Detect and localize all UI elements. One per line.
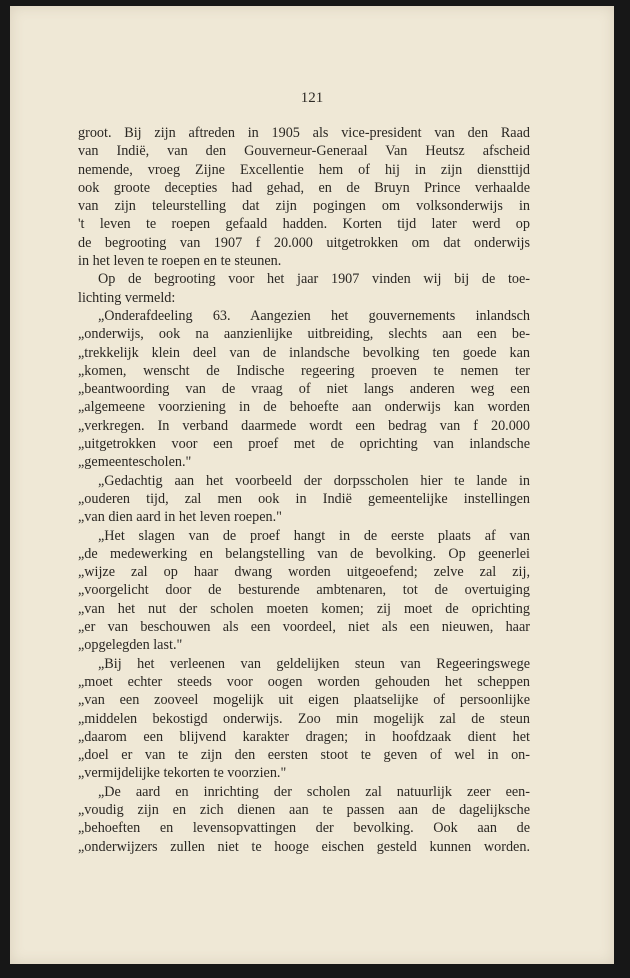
text-line: „voorgelicht door de besturende ambtenaren, tot de overtuiging: [78, 582, 530, 599]
text-line: „van het nut der scholen moeten komen; zij moet de oprichting: [78, 600, 530, 617]
text-line: „voudig zijn en zich dienen aan te passen aan de dagelijksche: [78, 801, 530, 818]
text-line: 't leven te roepen gefaald hadden. Korten tijd later werd op: [78, 216, 530, 233]
text-line: „onderwijs, ook na aanzienlijke uitbreiding, slechts aan een be-: [78, 326, 530, 343]
text-line: nemende, vroeg Zijne Excellentie hem of hij in zijn diensttijd: [78, 161, 530, 178]
text-line: „komen, wenscht de Indische regeering proeven te nemen ter: [78, 362, 530, 379]
text-line: „daarom een blijvend karakter dragen; in hoofdzaak dient het: [78, 728, 530, 745]
text-line: ook groote decepties had gehad, en de Bruyn Prince verhaalde: [78, 179, 530, 196]
text-line: „uitgetrokken voor een proef met de oprichting van inlandsche: [78, 436, 530, 453]
text-line: „vermijdelijke tekorten te voorzien.": [78, 765, 287, 782]
body-text: [78, 124, 530, 856]
text-line: „er van beschouwen als een voordeel, niet als een nieuwen, haar: [78, 619, 530, 636]
text-line: in het leven te roepen en te steunen.: [78, 253, 282, 270]
text-line: „onderwijzers zullen niet te hooge eischen gesteld kunnen worden.: [78, 838, 530, 855]
text-line: „algemeene voorziening in de behoefte aan onderwijs kan worden: [78, 399, 530, 416]
text-line: „gemeentescholen.": [78, 454, 192, 471]
text-line: „Het slagen van de proef hangt in de eerste plaats af van: [98, 527, 530, 544]
text-line: groot. Bij zijn aftreden in 1905 als vice-president van den Raad: [78, 125, 530, 141]
text-line: „beantwoording van de vraag of niet langs anderen weg een: [78, 381, 530, 398]
text-line: „De aard en inrichting der scholen zal natuurlijk zeer een-: [98, 783, 530, 800]
text-line: „moet echter steeds voor oogen worden gehouden het scheppen: [78, 673, 530, 690]
text-line: „behoeften en levensopvattingen der bevolking. Ook aan de: [78, 820, 530, 837]
text-line: „trekkelijk klein deel van de inlandsche bevolking ten goede kan: [78, 344, 530, 361]
text-line: „ouderen tijd, zal men ook in Indië gemeentelijke instellingen: [78, 490, 530, 507]
text-line: „Gedachtig aan het voorbeeld der dorpsscholen hier te lande in: [98, 472, 530, 489]
text-line: „opgelegden last.": [78, 637, 183, 654]
text-line: „Bij het verleenen van geldelijken steun van Regeeringswege: [98, 655, 530, 672]
text-line: van zijn teleurstelling dat zijn pogingen om volksonderwijs in: [78, 198, 530, 215]
book-page: [10, 6, 614, 964]
text-line: „van een zooveel mogelijk uit eigen plaatselijke of persoonlijke: [78, 692, 530, 709]
text-line: „verkregen. In verband daarmede wordt een bedrag van f 20.000: [78, 417, 530, 434]
text-line: Op de begrooting voor het jaar 1907 vinden wij bij de toe-: [98, 271, 530, 288]
text-line: „Onderafdeeling 63. Aangezien het gouvernements inlandsch: [98, 307, 530, 324]
text-line: van Indië, van den Gouverneur-Generaal Van Heutsz afscheid: [78, 143, 530, 160]
text-line: de begrooting van 1907 f 20.000 uitgetrokken om dat onderwijs: [78, 234, 530, 251]
text-line: lichting vermeld:: [78, 289, 176, 306]
text-line: „de medewerking en belangstelling van de bevolking. Op geenerlei: [78, 545, 530, 562]
text-line: „middelen bekostigd onderwijs. Zoo min mogelijk zal de steun: [78, 710, 530, 727]
page-number: 121: [300, 90, 324, 106]
text-line: „wijze zal op haar dwang worden uitgeoefend; zelve zal zij,: [78, 564, 530, 581]
text-line: „doel er van te zijn den eersten stoot te geven of wel in on-: [78, 747, 530, 764]
text-line: „van dien aard in het leven roepen.": [78, 509, 282, 526]
